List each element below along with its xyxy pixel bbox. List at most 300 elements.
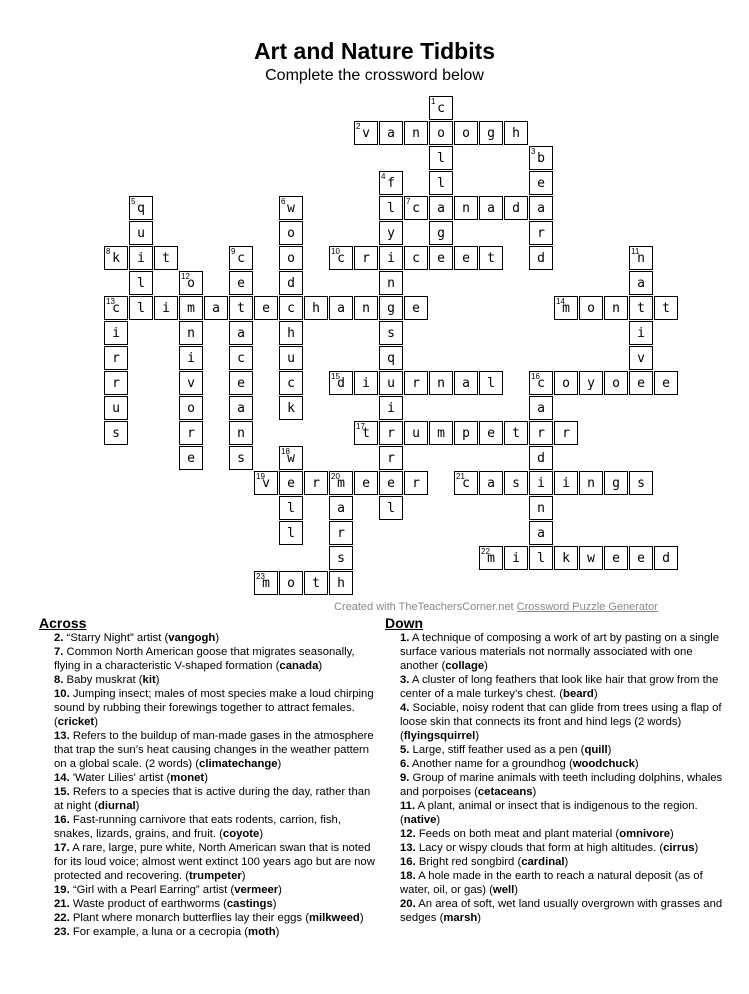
clue-number: 23. xyxy=(54,926,70,938)
grid-cell[interactable] xyxy=(179,296,203,320)
clue-end: ) xyxy=(94,716,98,728)
grid-cell[interactable] xyxy=(554,296,578,320)
cell-letter: l xyxy=(287,526,295,541)
cell-letter: l xyxy=(537,551,545,566)
grid-cell[interactable] xyxy=(354,421,378,445)
clue-item xyxy=(400,897,725,925)
clue-answer: well xyxy=(492,884,515,896)
clue-end: ) xyxy=(634,758,639,770)
grid-cell[interactable] xyxy=(554,471,578,495)
cell-letter: l xyxy=(487,376,495,391)
grid-cell[interactable] xyxy=(529,171,553,195)
cell-number: 11 xyxy=(631,247,640,256)
clue-text: Common North American goose that migrates seasonally, flying in a characteristic V-shaped formation ( xyxy=(54,646,355,672)
grid-cell[interactable] xyxy=(404,471,428,495)
clue-item xyxy=(400,771,725,799)
grid-cell[interactable] xyxy=(654,296,678,320)
clue-number: 7. xyxy=(54,646,64,658)
grid-cell[interactable] xyxy=(379,321,403,345)
cell-number: 15 xyxy=(331,372,340,381)
cell-letter: g xyxy=(437,226,445,241)
cell-letter: i xyxy=(637,326,645,341)
grid-cell[interactable] xyxy=(179,446,203,470)
grid-cell[interactable] xyxy=(179,396,203,420)
cell-letter: r xyxy=(387,426,395,441)
grid-cell[interactable] xyxy=(204,296,228,320)
grid-cell[interactable] xyxy=(454,471,478,495)
clue-number: 16. xyxy=(54,814,70,826)
cell-letter: e xyxy=(187,451,195,466)
cell-letter: n xyxy=(462,201,470,216)
cell-letter: i xyxy=(537,476,545,491)
grid-cell[interactable] xyxy=(229,246,253,270)
grid-cell[interactable] xyxy=(579,296,603,320)
grid-cell[interactable] xyxy=(429,96,453,120)
cell-letter: l xyxy=(437,151,445,166)
grid-cell[interactable] xyxy=(629,271,653,295)
cell-letter: g xyxy=(612,476,620,491)
cell-letter: i xyxy=(112,326,120,341)
clue-end: ) xyxy=(215,632,220,644)
clue-number: 21. xyxy=(54,898,70,910)
clue-end: ) xyxy=(275,926,280,938)
clue-answer: flyingsquirrel xyxy=(403,730,476,742)
grid-cell[interactable] xyxy=(429,371,453,395)
grid-cell[interactable] xyxy=(479,121,503,145)
clue-end: ) xyxy=(277,758,282,770)
grid-cell[interactable] xyxy=(529,246,553,270)
grid-cell[interactable] xyxy=(304,296,328,320)
cell-letter: c xyxy=(462,476,470,491)
grid-cell[interactable] xyxy=(429,171,453,195)
grid-cell[interactable] xyxy=(279,346,303,370)
cell-number: 20 xyxy=(331,472,340,481)
grid-cell[interactable] xyxy=(179,421,203,445)
grid-cell[interactable] xyxy=(629,471,653,495)
grid-cell[interactable] xyxy=(404,296,428,320)
grid-cell[interactable] xyxy=(454,196,478,220)
grid-cell[interactable] xyxy=(479,246,503,270)
grid-cell[interactable] xyxy=(354,246,378,270)
clue-answer: trumpeter xyxy=(189,870,242,882)
grid-cell[interactable] xyxy=(654,546,678,570)
cell-letter: a xyxy=(487,476,495,491)
cell-letter: i xyxy=(187,351,195,366)
grid-cell[interactable] xyxy=(104,296,128,320)
cell-number: 13 xyxy=(106,297,115,306)
grid-cell[interactable] xyxy=(604,546,628,570)
grid-cell[interactable] xyxy=(504,546,528,570)
clue-answer: castings xyxy=(226,898,273,910)
grid-cell[interactable] xyxy=(604,371,628,395)
grid-cell[interactable] xyxy=(379,346,403,370)
clue-text: For example, a luna or a cecropia ( xyxy=(69,926,249,938)
grid-cell[interactable] xyxy=(229,296,253,320)
grid-cell[interactable] xyxy=(179,271,203,295)
clue-end: ) xyxy=(135,800,140,812)
grid-cell[interactable] xyxy=(479,196,503,220)
grid-cell[interactable] xyxy=(404,121,428,145)
grid-cell[interactable] xyxy=(129,271,153,295)
clue-text: Large, stiff feather used as a pen ( xyxy=(409,744,585,756)
clue-text: Jumping insect; males of most species make a loud chirping sound by rubbing their forewings together to attract females. ( xyxy=(54,688,374,728)
cell-letter: w xyxy=(587,551,595,566)
down-clue-list xyxy=(385,631,725,925)
cell-letter: a xyxy=(337,501,345,516)
cell-number: 6 xyxy=(281,197,286,206)
clue-number: 15. xyxy=(54,786,70,798)
grid-cell[interactable] xyxy=(629,346,653,370)
cell-letter: a xyxy=(237,401,245,416)
grid-cell[interactable] xyxy=(429,246,453,270)
cell-letter: o xyxy=(437,126,445,141)
cell-letter: y xyxy=(587,376,595,391)
clue-end: ) xyxy=(278,884,282,896)
grid-cell[interactable] xyxy=(329,571,353,595)
clue-item xyxy=(400,701,725,743)
grid-cell[interactable] xyxy=(504,421,528,445)
clue-number: 9. xyxy=(400,772,410,784)
cell-letter: c xyxy=(237,251,245,266)
cell-letter: k xyxy=(562,551,570,566)
grid-cell[interactable] xyxy=(229,446,253,470)
grid-cell[interactable] xyxy=(104,371,128,395)
grid-cell[interactable] xyxy=(154,246,178,270)
grid-cell[interactable] xyxy=(104,346,128,370)
grid-cell[interactable] xyxy=(129,296,153,320)
clue-end: ) xyxy=(694,842,699,854)
grid-cell[interactable] xyxy=(379,496,403,520)
grid-cell[interactable] xyxy=(454,121,478,145)
grid-cell[interactable] xyxy=(629,296,653,320)
clue-number: 10. xyxy=(54,688,70,700)
clue-number: 11. xyxy=(400,800,416,812)
clue-answer: milkweed xyxy=(308,912,360,924)
clue-text: “Girl with a Pearl Earring” artist ( xyxy=(69,884,235,896)
grid-cell[interactable] xyxy=(379,396,403,420)
grid-cell[interactable] xyxy=(329,296,353,320)
cell-letter: v xyxy=(187,376,195,391)
cell-letter: a xyxy=(537,401,545,416)
grid-cell[interactable] xyxy=(104,396,128,420)
grid-cell[interactable] xyxy=(529,396,553,420)
clue-number: 18. xyxy=(400,870,416,882)
grid-cell[interactable] xyxy=(404,421,428,445)
cell-letter: e xyxy=(387,476,395,491)
cell-letter: m xyxy=(187,301,195,316)
clue-text: Another name for a groundhog ( xyxy=(409,758,573,770)
clue-item xyxy=(400,827,725,841)
cell-letter: u xyxy=(387,376,395,391)
clue-answer: monet xyxy=(170,772,205,784)
generator-link[interactable]: Crossword Puzzle Generator xyxy=(516,601,658,613)
clue-text: Feeds on both meat and plant material ( xyxy=(415,828,620,840)
cell-letter: s xyxy=(237,451,245,466)
grid-cell[interactable] xyxy=(429,421,453,445)
grid-cell[interactable] xyxy=(629,246,653,270)
grid-cell[interactable] xyxy=(329,496,353,520)
clue-end: ) xyxy=(259,828,264,840)
clue-answer: diurnal xyxy=(97,800,136,812)
grid-cell[interactable] xyxy=(279,471,303,495)
cell-letter: i xyxy=(362,376,370,391)
cell-letter: e xyxy=(487,426,495,441)
grid-cell[interactable] xyxy=(254,471,278,495)
cell-letter: n xyxy=(637,251,645,266)
cell-letter: u xyxy=(137,226,145,241)
cell-letter: s xyxy=(637,476,645,491)
grid-cell[interactable] xyxy=(579,371,603,395)
cell-number: 17 xyxy=(356,422,365,431)
grid-cell[interactable] xyxy=(379,371,403,395)
grid-cell[interactable] xyxy=(379,121,403,145)
cell-number: 3 xyxy=(531,147,536,156)
grid-cell[interactable] xyxy=(279,271,303,295)
grid-cell[interactable] xyxy=(529,471,553,495)
clue-answer: native xyxy=(403,814,437,826)
cell-letter: a xyxy=(487,201,495,216)
grid-cell[interactable] xyxy=(579,471,603,495)
cell-letter: t xyxy=(637,301,645,316)
grid-cell[interactable] xyxy=(604,296,628,320)
clue-end: ) xyxy=(514,884,519,896)
grid-cell[interactable] xyxy=(179,321,203,345)
cell-letter: e xyxy=(287,476,295,491)
cell-letter: a xyxy=(212,301,220,316)
clue-answer: vermeer xyxy=(234,884,279,896)
grid-cell[interactable] xyxy=(104,421,128,445)
grid-cell[interactable] xyxy=(229,271,253,295)
cell-number: 18 xyxy=(281,447,290,456)
cell-number: 9 xyxy=(231,247,236,256)
grid-cell[interactable] xyxy=(529,546,553,570)
grid-cell[interactable] xyxy=(279,446,303,470)
cell-letter: r xyxy=(337,526,345,541)
grid-cell[interactable] xyxy=(279,371,303,395)
clue-answer: vangogh xyxy=(168,632,216,644)
grid-cell[interactable] xyxy=(629,371,653,395)
grid-cell[interactable] xyxy=(504,471,528,495)
grid-cell[interactable] xyxy=(229,421,253,445)
down-heading: Down xyxy=(385,615,424,631)
grid-cell[interactable] xyxy=(454,371,478,395)
grid-cell[interactable] xyxy=(379,296,403,320)
clue-text: Baby muskrat ( xyxy=(63,674,143,686)
grid-cell[interactable] xyxy=(579,546,603,570)
clue-number: 22. xyxy=(54,912,70,924)
grid-cell[interactable] xyxy=(329,521,353,545)
grid-cell[interactable] xyxy=(279,221,303,245)
cell-letter: c xyxy=(237,351,245,366)
grid-cell[interactable] xyxy=(279,321,303,345)
grid-cell[interactable] xyxy=(104,246,128,270)
grid-cell[interactable] xyxy=(529,146,553,170)
cell-number: 4 xyxy=(381,172,386,181)
cell-letter: e xyxy=(362,476,370,491)
grid-cell[interactable] xyxy=(304,571,328,595)
grid-cell[interactable] xyxy=(479,421,503,445)
grid-cell[interactable] xyxy=(329,471,353,495)
grid-cell[interactable] xyxy=(379,246,403,270)
grid-cell[interactable] xyxy=(279,396,303,420)
grid-cell[interactable] xyxy=(354,296,378,320)
grid-cell[interactable] xyxy=(279,246,303,270)
grid-cell[interactable] xyxy=(429,196,453,220)
grid-cell[interactable] xyxy=(654,371,678,395)
cell-letter: m xyxy=(487,551,495,566)
cell-letter: e xyxy=(637,551,645,566)
grid-cell[interactable] xyxy=(129,246,153,270)
grid-cell[interactable] xyxy=(329,371,353,395)
clue-answer: cardinal xyxy=(521,856,565,868)
cell-letter: e xyxy=(237,276,245,291)
cell-letter: a xyxy=(387,126,395,141)
cell-letter: e xyxy=(462,251,470,266)
grid-cell[interactable] xyxy=(129,221,153,245)
cell-number: 16 xyxy=(531,372,540,381)
grid-cell[interactable] xyxy=(554,421,578,445)
grid-cell[interactable] xyxy=(279,571,303,595)
grid-cell[interactable] xyxy=(254,296,278,320)
clue-text: An area of soft, wet land usually overgrown with grasses and sedges ( xyxy=(400,898,723,924)
clue-end: ) xyxy=(564,856,569,868)
grid-cell[interactable] xyxy=(529,221,553,245)
grid-cell[interactable] xyxy=(504,196,528,220)
grid-cell[interactable] xyxy=(329,246,353,270)
cell-letter: a xyxy=(537,201,545,216)
grid-cell[interactable] xyxy=(429,221,453,245)
cell-letter: q xyxy=(387,351,395,366)
cell-letter: a xyxy=(337,301,345,316)
grid-cell[interactable] xyxy=(179,371,203,395)
cell-number: 10 xyxy=(331,247,340,256)
clue-text: Waste product of earthworms ( xyxy=(69,898,227,910)
grid-cell[interactable] xyxy=(379,446,403,470)
cell-letter: d xyxy=(662,551,670,566)
clue-end: ) xyxy=(204,772,208,784)
grid-cell[interactable] xyxy=(229,321,253,345)
clue-item xyxy=(400,743,725,757)
grid-cell[interactable] xyxy=(379,421,403,445)
grid-cell[interactable] xyxy=(479,546,503,570)
clue-answer: climatechange xyxy=(199,758,278,770)
clue-end: ) xyxy=(272,898,277,910)
grid-cell[interactable] xyxy=(329,546,353,570)
clue-end: ) xyxy=(241,870,246,882)
cell-letter: d xyxy=(512,201,520,216)
grid-cell[interactable] xyxy=(479,371,503,395)
clue-text: Lacy or wispy clouds that form at high altitudes. ( xyxy=(415,842,664,854)
grid-cell[interactable] xyxy=(379,196,403,220)
cell-letter: r xyxy=(412,476,420,491)
cell-number: 5 xyxy=(131,197,136,206)
grid-cell[interactable] xyxy=(229,371,253,395)
grid-cell[interactable] xyxy=(379,471,403,495)
grid-cell[interactable] xyxy=(354,471,378,495)
grid-cell[interactable] xyxy=(529,521,553,545)
clue-text: Plant where monarch butterflies lay their eggs ( xyxy=(69,912,309,924)
grid-cell[interactable] xyxy=(304,471,328,495)
cell-letter: v xyxy=(262,476,270,491)
cell-number: 7 xyxy=(406,197,411,206)
grid-cell[interactable] xyxy=(629,546,653,570)
clue-text: 'Water Lilies' artist ( xyxy=(69,772,171,784)
cell-letter: l xyxy=(387,201,395,216)
grid-cell[interactable] xyxy=(479,471,503,495)
clue-end: ) xyxy=(593,688,598,700)
grid-cell[interactable] xyxy=(254,571,278,595)
cell-letter: n xyxy=(237,426,245,441)
cell-letter: o xyxy=(287,576,295,591)
grid-cell[interactable] xyxy=(404,371,428,395)
cell-letter: u xyxy=(287,351,295,366)
down-clues xyxy=(385,615,725,925)
grid-cell[interactable] xyxy=(629,321,653,345)
cell-letter: r xyxy=(362,251,370,266)
grid-cell[interactable] xyxy=(454,246,478,270)
grid-cell[interactable] xyxy=(379,221,403,245)
grid-cell[interactable] xyxy=(554,546,578,570)
grid-cell[interactable] xyxy=(404,246,428,270)
grid-cell[interactable] xyxy=(179,346,203,370)
cell-letter: l xyxy=(287,501,295,516)
cell-letter: r xyxy=(312,476,320,491)
grid-cell[interactable] xyxy=(354,121,378,145)
grid-cell[interactable] xyxy=(279,521,303,545)
cell-letter: o xyxy=(462,126,470,141)
grid-cell[interactable] xyxy=(279,196,303,220)
grid-cell[interactable] xyxy=(279,296,303,320)
clue-text: Refers to a species that is active during the day, rather than at night ( xyxy=(54,786,371,812)
grid-cell[interactable] xyxy=(454,421,478,445)
cell-letter: c xyxy=(437,101,445,116)
cell-letter: e xyxy=(637,376,645,391)
cell-letter: a xyxy=(237,326,245,341)
grid-cell[interactable] xyxy=(529,196,553,220)
cell-letter: r xyxy=(562,426,570,441)
grid-cell[interactable] xyxy=(529,446,553,470)
grid-cell[interactable] xyxy=(529,421,553,445)
clue-number: 1. xyxy=(400,632,410,644)
grid-cell[interactable] xyxy=(379,271,403,295)
grid-cell[interactable] xyxy=(379,171,403,195)
cell-letter: v xyxy=(637,351,645,366)
cell-letter: h xyxy=(512,126,520,141)
grid-cell[interactable] xyxy=(604,471,628,495)
grid-cell[interactable] xyxy=(354,371,378,395)
grid-cell[interactable] xyxy=(229,346,253,370)
grid-cell[interactable] xyxy=(404,196,428,220)
grid-cell[interactable] xyxy=(129,196,153,220)
cell-letter: m xyxy=(262,576,270,591)
grid-cell[interactable] xyxy=(429,146,453,170)
grid-cell[interactable] xyxy=(104,321,128,345)
grid-cell[interactable] xyxy=(279,496,303,520)
grid-cell[interactable] xyxy=(429,121,453,145)
clue-text: A technique of composing a work of art by pasting on a single surface various materials not normally associated with one another ( xyxy=(400,632,720,672)
cell-letter: s xyxy=(512,476,520,491)
grid-cell[interactable] xyxy=(229,396,253,420)
grid-cell[interactable] xyxy=(529,371,553,395)
credit-text: Created with TheTeachersCorner.net xyxy=(334,601,514,613)
grid-cell[interactable] xyxy=(529,496,553,520)
grid-cell[interactable] xyxy=(554,371,578,395)
cell-letter: w xyxy=(287,201,295,216)
grid-cell[interactable] xyxy=(154,296,178,320)
cell-letter: m xyxy=(562,301,570,316)
grid-cell[interactable] xyxy=(504,121,528,145)
across-heading: Across xyxy=(39,615,87,631)
